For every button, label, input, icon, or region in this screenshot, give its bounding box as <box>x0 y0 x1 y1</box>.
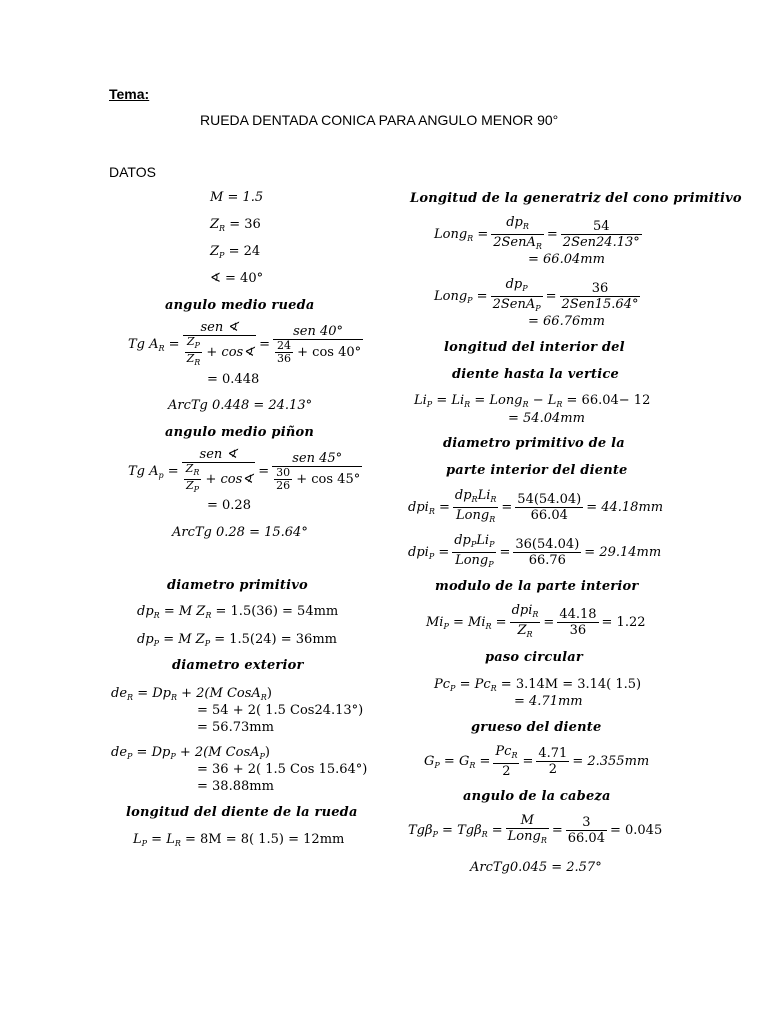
formula-dpp: $dp_P = M$ $Z_P = 1.5(24) = 36mm$ <box>137 632 337 648</box>
formula-dpi-p: dpi$_P$ = $\frac{dp_PLi_P}{Long_P}$ = $\frac{36(54.04)}{66.76}$ = 29.14mm <box>408 533 662 569</box>
result-tg-ap: = 0.28 <box>207 498 251 513</box>
arctg-ar: ArcTg 0.448 = 24.13° <box>168 398 313 413</box>
formula-der-line2: = 54 + 2( 1.5 Cos24.13°) <box>197 703 364 718</box>
heading-diametro-interior-2: parte interior del diente <box>446 463 628 478</box>
heading-angulo-medio-pinon: angulo medio piñon <box>165 425 315 440</box>
formula-tg-ar: Tg $A_R$ = sen ∢ $\frac{Z_P}{Z_R}$ + cos∢ = sen 40° $\frac{24}{36}$ + cos 40° <box>128 320 362 367</box>
formula-dep-line3: = 38.88mm <box>197 779 274 794</box>
arctg-ap: ArcTg 0.28 = 15.64° <box>172 525 308 540</box>
result-tg-ar: = 0.448 <box>207 372 260 387</box>
heading-longitud-interior-1: longitud del interior del <box>444 340 625 355</box>
heading-paso-circular: paso circular <box>485 650 583 665</box>
heading-modulo-interior: modulo de la parte interior <box>435 579 639 594</box>
result-long-r: = 66.04mm <box>528 252 605 267</box>
formula-pc: $Pc_P = Pc_R = 3.14M = 3.14$( 1.5) <box>434 677 642 693</box>
formula-dep-line2: = 36 + 2( 1.5 Cos 15.64°) <box>197 762 368 777</box>
heading-angulo-medio-rueda: angulo medio rueda <box>165 298 315 313</box>
result-pc: = 4.71mm <box>514 694 583 709</box>
formula-longitud-diente: $L_P = L_R = 8M = 8$( 1.5) = 12mm <box>133 832 345 848</box>
formula-dep-line1: $de_P = Dp_P + 2(M$ CosA$_P$) <box>111 745 270 761</box>
formula-li: $Li_P = Li_R$ = Long$_R$ − $L_R = 66.04- 12$ <box>414 393 651 409</box>
formula-mi: $Mi_P = Mi_R$ = $\frac{dpi_R}{Z_R}$ = $\frac{44.18}{36}$ = 1.22 <box>426 603 646 639</box>
formula-tg-beta: Tgβ$_P$ = Tgβ$_R$ = $\frac{M}{Long_R}$ = $\frac{3}{66.04}$ = 0.045 <box>408 813 663 846</box>
heading-longitud-interior-2: diente hasta la vertice <box>452 367 619 382</box>
heading-generatriz: Longitud de la generatriz del cono primitivo <box>410 191 742 206</box>
dato-modulo: M = 1.5 <box>210 190 264 205</box>
dato-zr: $Z_R = 36$ <box>210 217 261 233</box>
heading-diametro-exterior: diametro exterior <box>172 658 304 673</box>
formula-long-p: Long$_P$ = $\frac{dp_P}{2SenA_P}$ = $\frac{36}{\text{2Sen15.64°}}$ <box>434 277 639 313</box>
result-long-p: = 66.76mm <box>528 314 605 329</box>
heading-diametro-interior-1: diametro primitivo de la <box>443 436 625 451</box>
dato-zp: $Z_P = 24$ <box>210 244 261 260</box>
document-title: RUEDA DENTADA CONICA PARA ANGULO MENOR 90° <box>200 112 559 128</box>
formula-tg-ap: Tg $A_p$ = sen ∢ $\frac{Z_R}{Z_P}$ + cos∢ = sen 45° $\frac{30}{26}$ + cos 45° <box>128 447 361 494</box>
dato-angulo: ∢ = 40° <box>210 271 264 286</box>
tema-label: Tema: <box>109 86 150 102</box>
formula-dpr: $dp_R = M$ $Z_R = 1.5(36) = 54mm$ <box>137 604 339 620</box>
datos-label: DATOS <box>109 164 156 180</box>
formula-g: $G_P = G_R$ = $\frac{Pc_R}{2}$ = $\frac{4.71}{2}$ = 2.355mm <box>424 744 650 779</box>
arctg-beta: ArcTg0.045 = 2.57° <box>470 860 602 875</box>
formula-der-line1: $de_R = Dp_R + 2(M$ CosA$_R$) <box>111 686 272 702</box>
heading-grueso-diente: grueso del diente <box>471 720 602 735</box>
heading-longitud-diente: longitud del diente de la rueda <box>126 805 358 820</box>
heading-angulo-cabeza: angulo de la cabeza <box>463 789 611 804</box>
formula-long-r: Long$_R$ = $\frac{dp_R}{2SenA_R}$ = $\frac{54}{\text{2Sen24.13°}}$ <box>434 215 640 251</box>
heading-diametro-primitivo: diametro primitivo <box>167 578 308 593</box>
formula-dpi-r: dpi$_R$ = $\frac{dp_RLi_R}{Long_R}$ = $\frac{54(54.04)}{66.04}$ = 44.18mm <box>408 488 664 524</box>
formula-der-line3: = 56.73mm <box>197 720 274 735</box>
result-li: = 54.04mm <box>508 411 585 426</box>
